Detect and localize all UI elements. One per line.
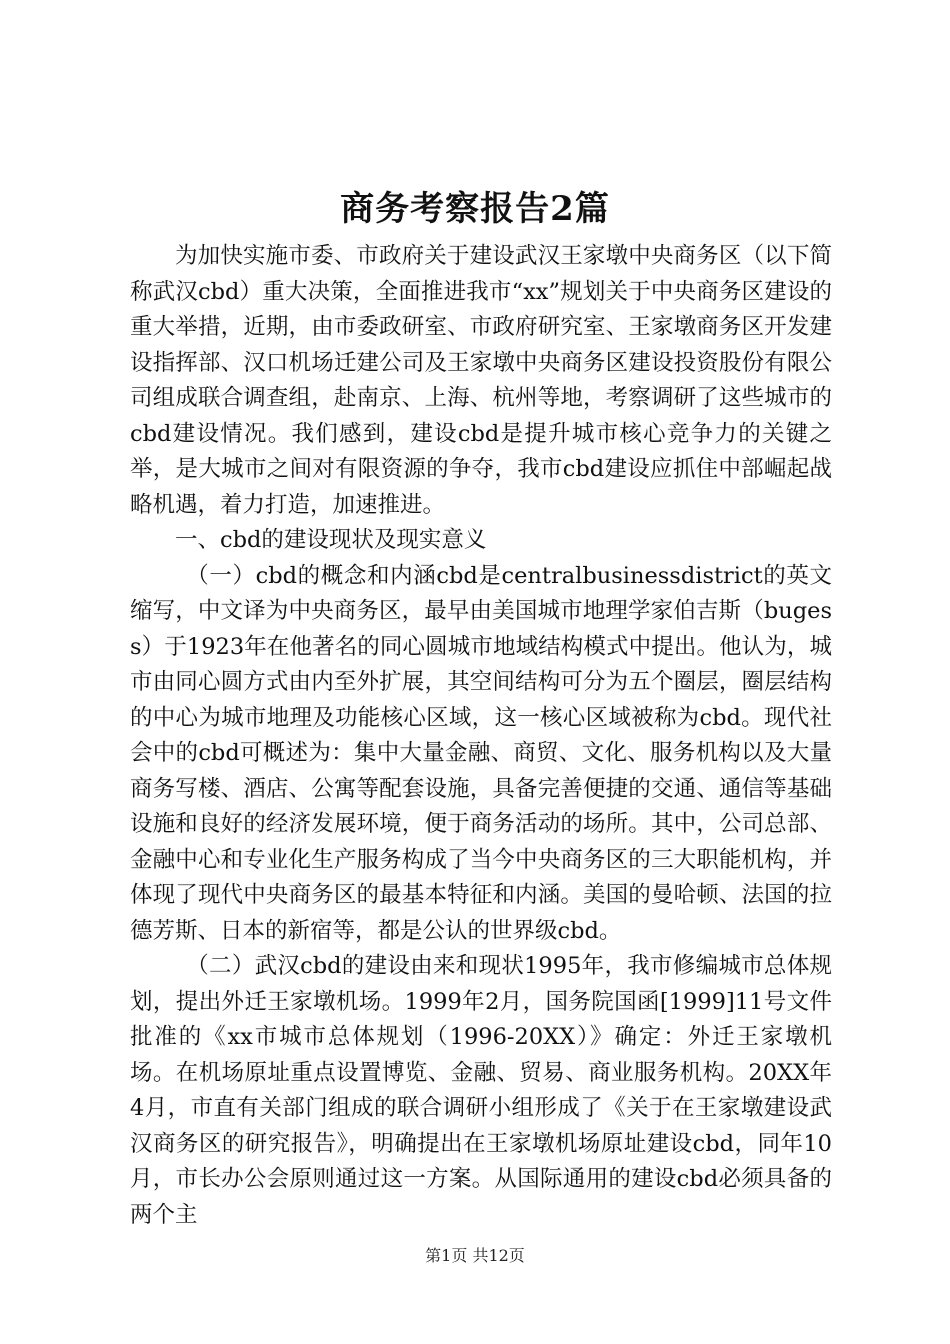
paragraph-cbd-concept: （一）cbd的概念和内涵cbd是centralbusinessdistrict的英文缩写，中文译为中央商务区，最早由美国城市地理学家伯吉斯（bugess）于1923年在他著名的同心圆城市地域结构模式中提出。他认为，城市由同心圆方式由内至外扩展，其空间结构可分为五个圈层，圈层结构的中心为城市地理及功能核心区域，这一核心区域被称为cbd。现代社会中的cbd可概述为：集中大量金融、商贸、文化、服务机构以及大量商务写楼、酒店、公寓等配套设施，具备完善便捷的交通、通信等基础设施和良好的经济发展环境，便于商务活动的场所。其中，公司总部、金融中心和专业化生产服务构成了当今中央商务区的三大职能机构，并体现了现代中央商务区的最基本特征和内涵。美国的曼哈顿、法国的拉德芳斯、日本的新宿等，都是公认的世界级cbd。	[130, 562, 832, 944]
section-heading-1: 一、cbd的建设现状及现实意义	[175, 527, 487, 553]
document-body	[130, 239, 832, 1233]
document-title: 商务考察报告2篇	[340, 189, 610, 229]
paragraph-wuhan-cbd-history: （二）武汉cbd的建设由来和现状1995年，我市修编城市总体规划，提出外迁王家墩机场。1999年2月，国务院国函[1999]11号文件批准的《xx市城市总体规划（1996-20XX）》确定：外迁王家墩机场。在机场原址重点设置博览、金融、贸易、商业服务机构。20XX年4月，市直有关部门组成的联合调研小组形成了《关于在王家墩建设武汉商务区的研究报告》，明确提出在王家墩机场原址建设cbd，同年10月，市长办公会原则通过这一方案。从国际通用的建设cbd必须具备的两个主	[130, 953, 832, 1228]
page-footer: 第1页 共12页	[425, 1246, 525, 1265]
paragraph-intro: 为加快实施市委、市政府关于建设武汉王家墩中央商务区（以下简称武汉cbd）重大决策，全面推进我市“xx”规划关于中央商务区建设的重大举措，近期，由市委政研室、市政府研究室、王家墩商务区开发建设指挥部、汉口机场迁建公司及王家墩中央商务区建设投资股份有限公司组成联合调查组，赴南京、上海、杭州等地，考察调研了这些城市的cbd建设情况。我们感到，建设cbd是提升城市核心竞争力的关键之举，是大城市之间对有限资源的争夺，我市cbd建设应抓住中部崛起战略机遇，着力打造，加速推进。	[130, 243, 832, 518]
